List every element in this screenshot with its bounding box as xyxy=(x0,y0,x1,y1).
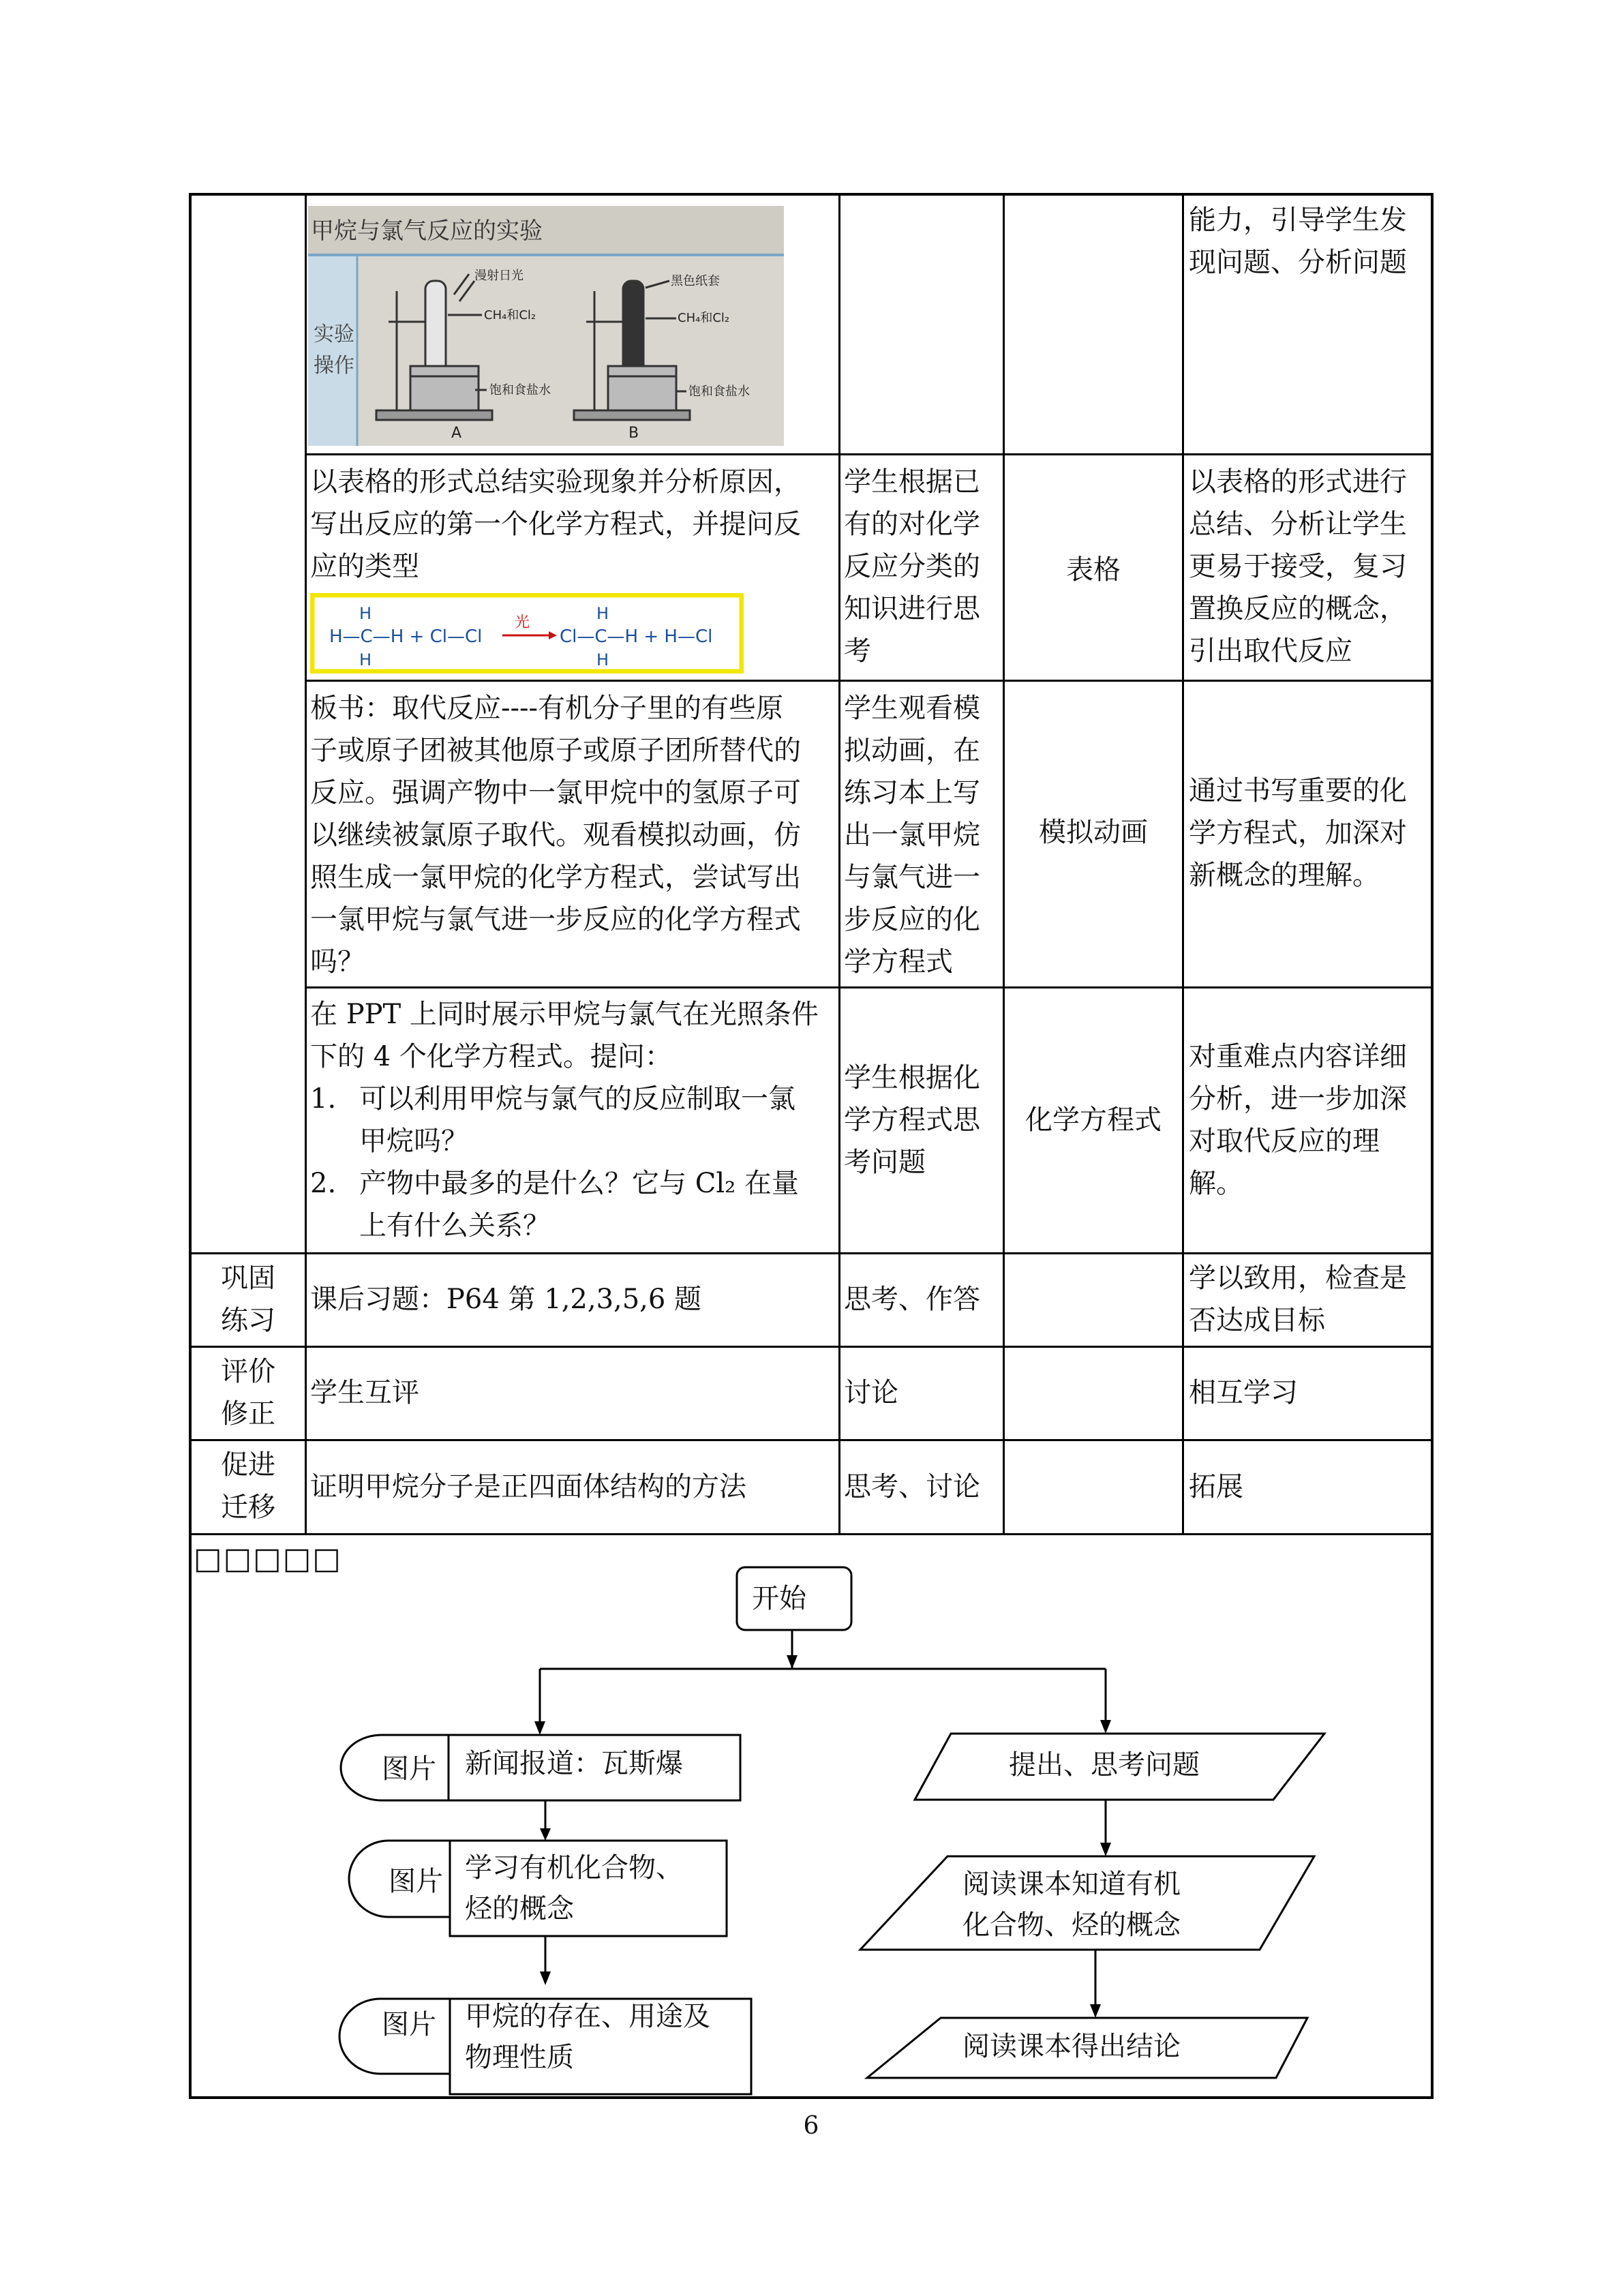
text-line: 拟动画，在 xyxy=(844,735,980,766)
label-b: B xyxy=(628,425,639,442)
text-line: 甲烷的存在、用途及 xyxy=(465,2001,710,2032)
text-line: 物理性质 xyxy=(465,2042,574,2073)
text-line: 迁移 xyxy=(221,1492,275,1523)
text-line: 反应。强调产物中一氯甲烷中的氢原子可 xyxy=(310,777,801,809)
eq-top-h-left: H xyxy=(359,604,372,623)
text-line: 下的 4 个化学方程式。提问： xyxy=(310,1041,672,1072)
text-line: 学生根据已 xyxy=(844,466,980,498)
text-line: 对重难点内容详细 xyxy=(1189,1041,1407,1072)
eq-left: H—C—H + Cl—Cl xyxy=(329,626,483,647)
text-line: 学方程式，加深对 xyxy=(1189,817,1407,849)
text-line: 学方程式 xyxy=(844,946,953,978)
stage-transfer-teacher: 证明甲烷分子是正四面体结构的方法 xyxy=(310,1471,746,1502)
text-line: 现问题、分析问题 xyxy=(1189,247,1407,278)
text-line: 吗？ xyxy=(310,946,365,978)
text-line: 以表格的形式进行 xyxy=(1189,466,1407,498)
text-line: 与氯气进一 xyxy=(844,862,980,893)
stage-evaluate-teacher: 学生互评 xyxy=(310,1377,419,1408)
stage-transfer-student: 思考、讨论 xyxy=(844,1471,980,1502)
row3-media: 模拟动画 xyxy=(1039,817,1148,848)
flow-left-2-media: 图片 xyxy=(389,1866,443,1897)
text-line: 学生观看模 xyxy=(844,693,980,724)
text-line: 学以致用，检查是 xyxy=(1189,1263,1407,1294)
text-line: 化合物、烃的概念 xyxy=(962,1909,1181,1941)
figure-caption: 甲烷与氯气反应的实验 xyxy=(311,217,543,245)
text-line: 烃的概念 xyxy=(465,1893,574,1924)
text-line: 分析，进一步加深 xyxy=(1189,1083,1407,1115)
label-paper: 黑色纸套 xyxy=(671,274,720,288)
text-line: 考 xyxy=(844,635,871,667)
question-number: 2. xyxy=(310,1168,337,1199)
flow-right-2-text xyxy=(962,1864,1181,1946)
text-line: 以表格的形式总结实验现象并分析原因， xyxy=(310,466,801,498)
text-line: 巩固 xyxy=(221,1263,275,1294)
page-number: 6 xyxy=(803,2112,819,2140)
text-line: 能力，引导学生发 xyxy=(1189,205,1407,236)
text-line: 更易于接受，复习 xyxy=(1189,551,1407,582)
stage-evaluate-purpose: 相互学习 xyxy=(1189,1377,1298,1408)
text-line: 置换反应的概念， xyxy=(1189,593,1407,624)
flow-left-2-text xyxy=(465,1847,683,1929)
stage-consolidate-student: 思考、作答 xyxy=(844,1284,980,1315)
text-line: 步反应的化 xyxy=(844,904,980,935)
text-line: 引出取代反应 xyxy=(1189,635,1352,667)
text-line: 对取代反应的理 xyxy=(1189,1126,1380,1157)
label-gas-b: CH₄和Cl₂ xyxy=(678,311,730,325)
text-line: 解。 xyxy=(1189,1168,1243,1199)
text-line: 通过书写重要的化 xyxy=(1189,775,1407,806)
text-line: 考问题 xyxy=(844,1147,926,1178)
figure-side-label-2: 操作 xyxy=(314,354,354,378)
text-line: 子或原子团被其他原子或原子团所替代的 xyxy=(310,735,801,766)
text-line: 写出反应的第一个化学方程式，并提问反 xyxy=(310,509,801,540)
text-line: 甲烷吗？ xyxy=(359,1126,468,1157)
text-line: 反应分类的 xyxy=(844,551,980,582)
flow-right-1-text: 提出、思考问题 xyxy=(1009,1749,1200,1781)
text-line: 有的对化学 xyxy=(844,509,980,540)
flow-right-3-text: 阅读课本得出结论 xyxy=(962,2031,1181,2062)
label-a: A xyxy=(451,425,462,442)
text-line: 知识进行思 xyxy=(844,593,980,624)
text-line: 板书：取代反应----有机分子里的有些原 xyxy=(310,693,784,724)
figure-side-label-1: 实验 xyxy=(314,322,354,346)
text-line: 可以利用甲烷与氯气的反应制取一氯 xyxy=(359,1083,795,1115)
text-line: 在 PPT 上同时展示甲烷与氯气在光照条件 xyxy=(310,999,819,1030)
text-line: 阅读课本知道有机 xyxy=(962,1869,1181,1900)
text-line: 照生成一氯甲烷的化学方程式，尝试写出 xyxy=(310,862,801,893)
stage-transfer-purpose: 拓展 xyxy=(1189,1471,1243,1502)
label-water-a: 饱和食盐水 xyxy=(489,383,551,397)
eq-bottom-h-left: H xyxy=(359,650,372,669)
text-line: 否达成目标 xyxy=(1189,1305,1325,1336)
eq-bottom-h-right: H xyxy=(596,650,609,669)
text-line: 上有什么关系？ xyxy=(359,1210,550,1241)
flow-left-3-media: 图片 xyxy=(382,2009,436,2040)
text-line: 评价 xyxy=(221,1356,275,1387)
eq-condition: 光 xyxy=(515,614,530,631)
flow-left-1-media: 图片 xyxy=(382,1753,436,1785)
flowchart-heading: □□□□□ xyxy=(194,1541,342,1576)
stage-evaluate-student: 讨论 xyxy=(844,1377,898,1408)
text-line: 产物中最多的是什么？它与 Cl₂ 在量 xyxy=(359,1168,799,1199)
flow-left-1-text: 新闻报道：瓦斯爆 xyxy=(465,1748,683,1779)
label-sunlight: 漫射日光 xyxy=(474,269,524,283)
question-number: 1. xyxy=(310,1083,337,1115)
text-line: 促进 xyxy=(221,1449,275,1481)
flow-start-label: 开始 xyxy=(752,1583,806,1614)
text-line: 练习 xyxy=(221,1305,275,1336)
eq-top-h-right: H xyxy=(596,604,609,623)
text-line: 以继续被氯原子取代。观看模拟动画，仿 xyxy=(310,819,801,851)
text-line: 一氯甲烷与氯气进一步反应的化学方程式 xyxy=(310,904,801,935)
label-gas-a: CH₄和Cl₂ xyxy=(484,308,536,322)
row2-media: 表格 xyxy=(1066,554,1121,586)
row4-media: 化学方程式 xyxy=(1025,1104,1162,1136)
eq-right: Cl—C—H + H—Cl xyxy=(560,626,713,647)
flow-left-3-text xyxy=(465,1996,710,2078)
text-line: 修正 xyxy=(221,1398,275,1430)
stage-consolidate-teacher: 课后习题：P64 第 1,2,3,5,6 题 xyxy=(310,1284,702,1315)
text-line: 出一氯甲烷 xyxy=(844,819,980,851)
text-line: 学方程式思 xyxy=(844,1104,980,1136)
label-water-b: 饱和食盐水 xyxy=(688,384,750,399)
text-line: 学生根据化 xyxy=(844,1062,980,1093)
text-line: 应的类型 xyxy=(310,551,419,582)
text-line: 新概念的理解。 xyxy=(1189,860,1380,891)
text-line: 学习有机化合物、 xyxy=(465,1852,683,1884)
text-line: 总结、分析让学生 xyxy=(1189,509,1407,540)
text-line: 练习本上写 xyxy=(844,777,980,809)
